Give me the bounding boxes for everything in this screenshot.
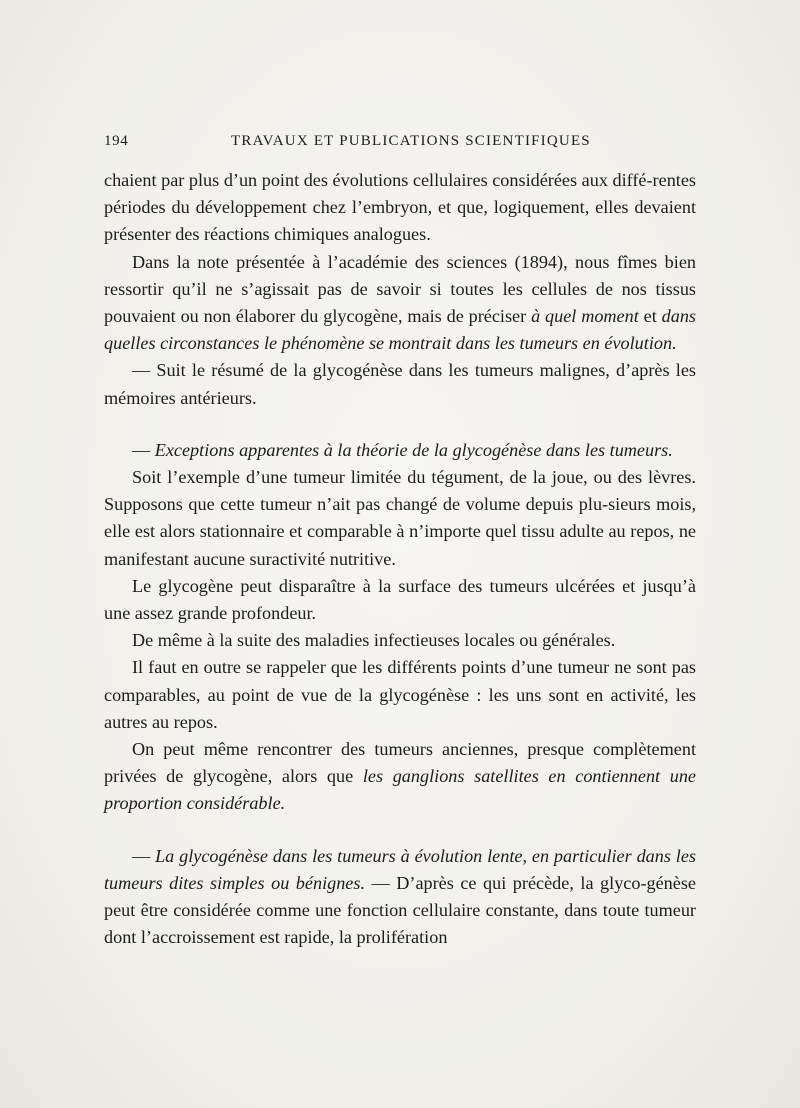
running-title: TRAVAUX ET PUBLICATIONS SCIENTIFIQUES <box>231 133 591 149</box>
body-text <box>104 167 696 951</box>
paragraph: Le glycogène peut disparaître à la surface des tumeurs ulcérées et jusqu’à une assez grande profondeur. <box>104 575 696 624</box>
paragraph: Soit l’exemple d’une tumeur limitée du tégument, de la joue, ou des lèvres. Supposons que cette tumeur n’ait pas changé de volume depuis plu-sieurs mois, elle est alors stationnaire et comparable à n’importe quel tissu adulte au repos, ne manifestant aucune suractivité nutritive. <box>104 467 696 569</box>
section-heading: — Exceptions apparentes à la théorie de la glycogénèse dans les tumeurs. <box>132 439 673 460</box>
italic-phrase: les ganglions satellites en contiennent une proportion considérable. <box>104 766 696 814</box>
running-head <box>104 133 704 157</box>
paragraph: On peut même rencontrer des tumeurs anciennes, presque complètement privées de glycogène, alors que les ganglions satellites en contiennent une proportion considérable. <box>104 739 696 814</box>
italic-phrase: à quel moment <box>531 306 639 327</box>
italic-phrase: dans quelles circonstances le phénomène se montrait dans les tumeurs en évolution. <box>104 306 696 354</box>
section-heading: — La glycogénèse dans les tumeurs à évolution lente, en particulier dans les tumeurs dites simples ou bénignes. — D’après ce qui précède, la glyco-génèse peut être considérée comme une fonction cellulaire constante, dans toute tumeur dont l’accroissement est rapide, la prolifération <box>104 845 697 948</box>
paragraph: Dans la note présentée à l’académie des sciences (1894), nous fîmes bien ressortir qu’il ne s’agissait pas de savoir si toutes les cellules de nos tissus pouvaient ou non élaborer du glycogène, mais de préciser à quel moment et dans quelles circonstances le phénomène se montrait dans les tumeurs en évolution. <box>104 251 696 354</box>
paragraph: Il faut en outre se rappeler que les différents points d’une tumeur ne sont pas comparables, au point de vue de la glycogénèse : les uns sont en activité, les autres au repos. <box>104 657 696 732</box>
section-gap <box>104 412 696 437</box>
section-gap <box>104 818 696 843</box>
page-number: 194 <box>104 133 129 149</box>
paragraph: De même à la suite des maladies infectieuses locales ou générales. <box>132 630 616 651</box>
paragraph: chaient par plus d’un point des évolutions cellulaires considérées aux diffé-rentes périodes du développement chez l’embryon, et que, logiquement, elles devaient présenter des réactions chimiques analogues. <box>104 170 696 245</box>
paragraph: — Suit le résumé de la glycogénèse dans les tumeurs malignes, d’après les mémoires antérieurs. <box>104 360 696 408</box>
